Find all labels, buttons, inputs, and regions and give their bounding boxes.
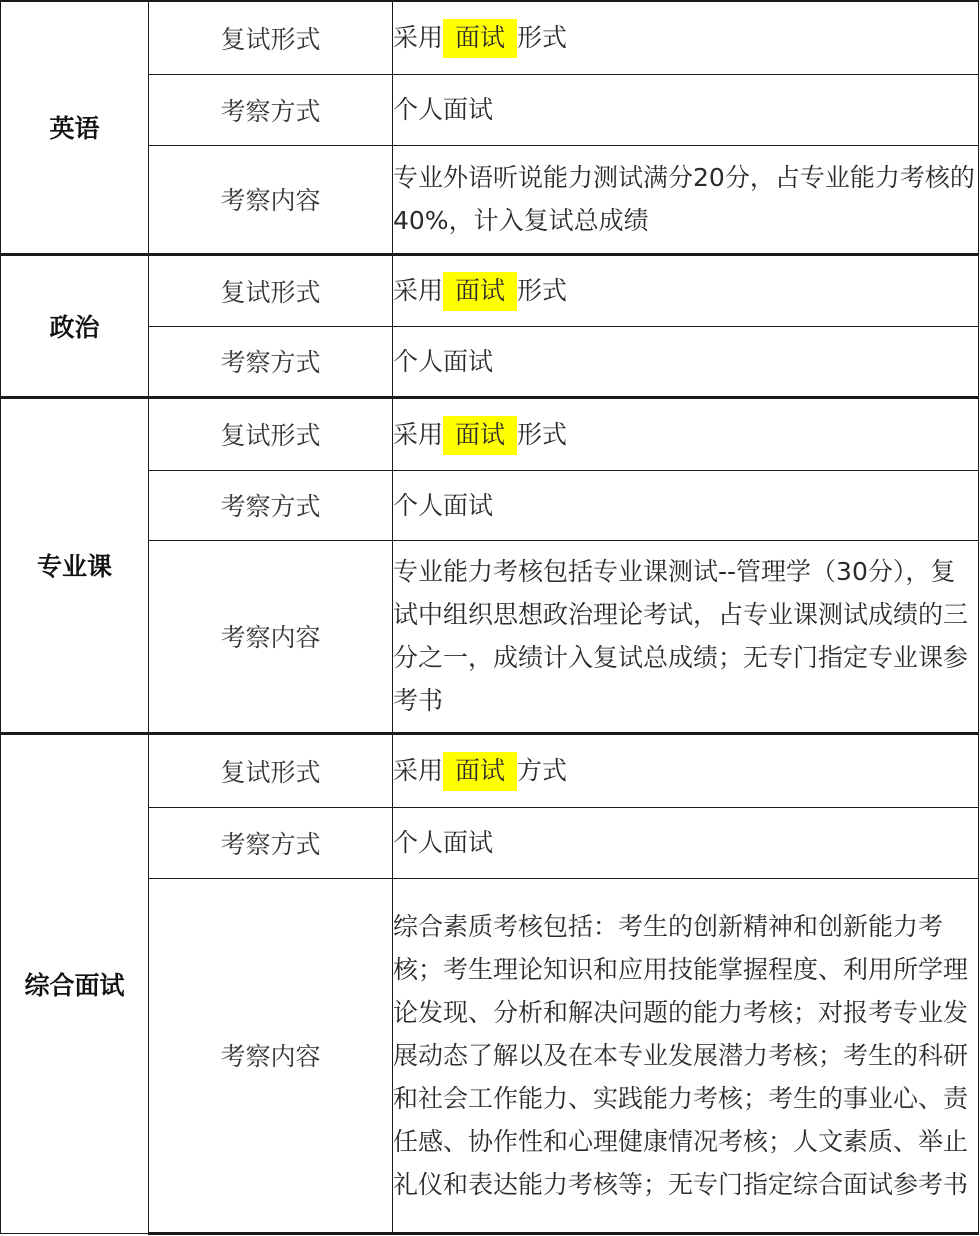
content-text: 形式 [517,276,568,305]
highlighted-text: 面试 [443,752,517,791]
content-text: 采用 [393,276,444,305]
item-cell: 考察内容 [149,878,393,1233]
table-row [1,254,979,326]
item-cell: 考察方式 [149,470,393,540]
item-cell: 考察内容 [149,540,393,733]
content-cell [393,1,979,74]
table-row [1,733,979,807]
content-text: 采用 [393,419,444,449]
content-cell [393,397,979,470]
content-cell: 综合素质考核包括：考生的创新精神和创新能力考核；考生理论知识和应用技能掌握程度、利用所学理论发现、分析和解决问题的能力考核；对报考专业发展动态了解以及在本专业发展潜力考核；考生的科研和社会工作能力、实践能力考核；考生的事业心、责任感、协作性和心理健康情况考核；人文素质、举止礼仪和表达能力考核等；无专门指定综合面试参考书 [393,878,979,1233]
item-cell: 考察方式 [149,326,393,397]
content-text: 形式 [517,23,568,53]
item-cell: 复试形式 [149,254,393,326]
content-cell: 个人面试 [393,326,979,397]
content-text: 方式 [517,756,568,785]
content-cell: 专业能力考核包括专业课测试--管理学（30分），复试中组织思想政治理论考试，占专业课测试成绩的三分之一，成绩计入复试总成绩；无专门指定专业课参考书 [393,540,979,733]
highlighted-text: 面试 [443,19,517,58]
subject-cell-interview: 综合面试 [1,733,149,1233]
subject-cell-major: 专业课 [1,397,149,733]
table-row [1,397,979,470]
content-cell [393,254,979,326]
item-cell: 考察内容 [149,145,393,254]
item-cell: 复试形式 [149,397,393,470]
table-row [1,1,979,74]
content-cell: 专业外语听说能力测试满分20分，占专业能力考核的40%，计入复试总成绩 [393,145,979,254]
content-text: 采用 [393,756,444,785]
highlighted-text: 面试 [443,416,517,455]
content-cell: 个人面试 [393,807,979,878]
item-cell: 考察方式 [149,74,393,145]
content-text: 形式 [517,419,568,449]
subject-cell-english: 英语 [1,1,149,254]
content-text: 采用 [393,23,444,53]
content-cell: 个人面试 [393,74,979,145]
content-cell [393,733,979,807]
highlighted-text: 面试 [443,272,517,311]
subject-cell-politics: 政治 [1,254,149,397]
content-cell: 个人面试 [393,470,979,540]
item-cell: 复试形式 [149,1,393,74]
item-cell: 考察方式 [149,807,393,878]
item-cell: 复试形式 [149,733,393,807]
